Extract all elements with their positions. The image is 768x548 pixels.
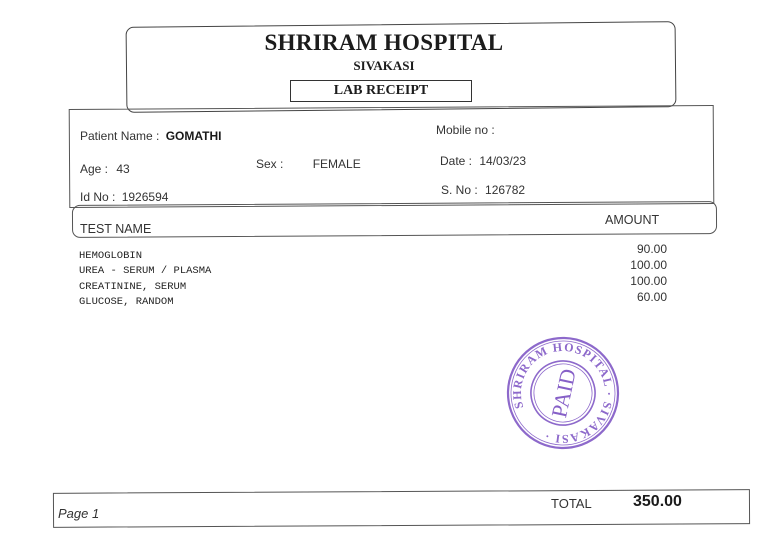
- table-row-test: HEMOGLOBIN: [79, 250, 143, 262]
- id-label: Id No :: [80, 190, 116, 204]
- sex-value: FEMALE: [312, 157, 361, 171]
- sex-label: Sex :: [256, 157, 284, 171]
- date-row: [440, 154, 526, 168]
- id-value: 1926594: [121, 190, 169, 204]
- serial-label: S. No :: [441, 183, 478, 197]
- patient-name-label: Patient Name :: [80, 129, 160, 143]
- receipt-title: LAB RECEIPT: [290, 80, 472, 102]
- table-row-test: CREATININE, SERUM: [79, 281, 187, 293]
- age-value: 43: [116, 162, 130, 176]
- serial-row: [441, 183, 525, 197]
- id-row: [80, 190, 168, 204]
- age-row: [80, 162, 130, 176]
- total-label: TOTAL: [551, 496, 592, 511]
- stamp-ring-text: SHRIRAM HOSPITAL · SIVAKASI ·: [509, 339, 617, 447]
- date-value: 14/03/23: [479, 154, 527, 168]
- col-test-name: TEST NAME: [80, 222, 152, 236]
- age-label: Age :: [80, 162, 109, 176]
- table-row-amount: 100.00: [630, 258, 667, 272]
- patient-name-row: [80, 129, 222, 143]
- table-row-test: UREA - SERUM / PLASMA: [79, 265, 212, 277]
- table-row-amount: 60.00: [636, 290, 667, 304]
- page-number: Page 1: [58, 506, 100, 521]
- serial-value: 126782: [485, 183, 526, 197]
- date-label: Date :: [440, 154, 473, 168]
- table-row-amount: 90.00: [636, 242, 667, 256]
- hospital-city: SIVAKASI: [353, 58, 415, 73]
- mobile-row: [436, 123, 495, 137]
- table-row-test: GLUCOSE, RANDOM: [79, 296, 174, 308]
- paid-stamp: [505, 335, 621, 451]
- col-amount: AMOUNT: [605, 213, 660, 227]
- stamp-paid-text: PAID: [546, 366, 581, 420]
- mobile-label: Mobile no :: [436, 123, 495, 137]
- table-row-amount: 100.00: [630, 274, 667, 288]
- patient-name-value: GOMATHI: [165, 129, 222, 143]
- total-value: 350.00: [633, 493, 682, 510]
- sex-row: [256, 157, 361, 171]
- hospital-name: SHRIRAM HOSPITAL: [264, 30, 504, 55]
